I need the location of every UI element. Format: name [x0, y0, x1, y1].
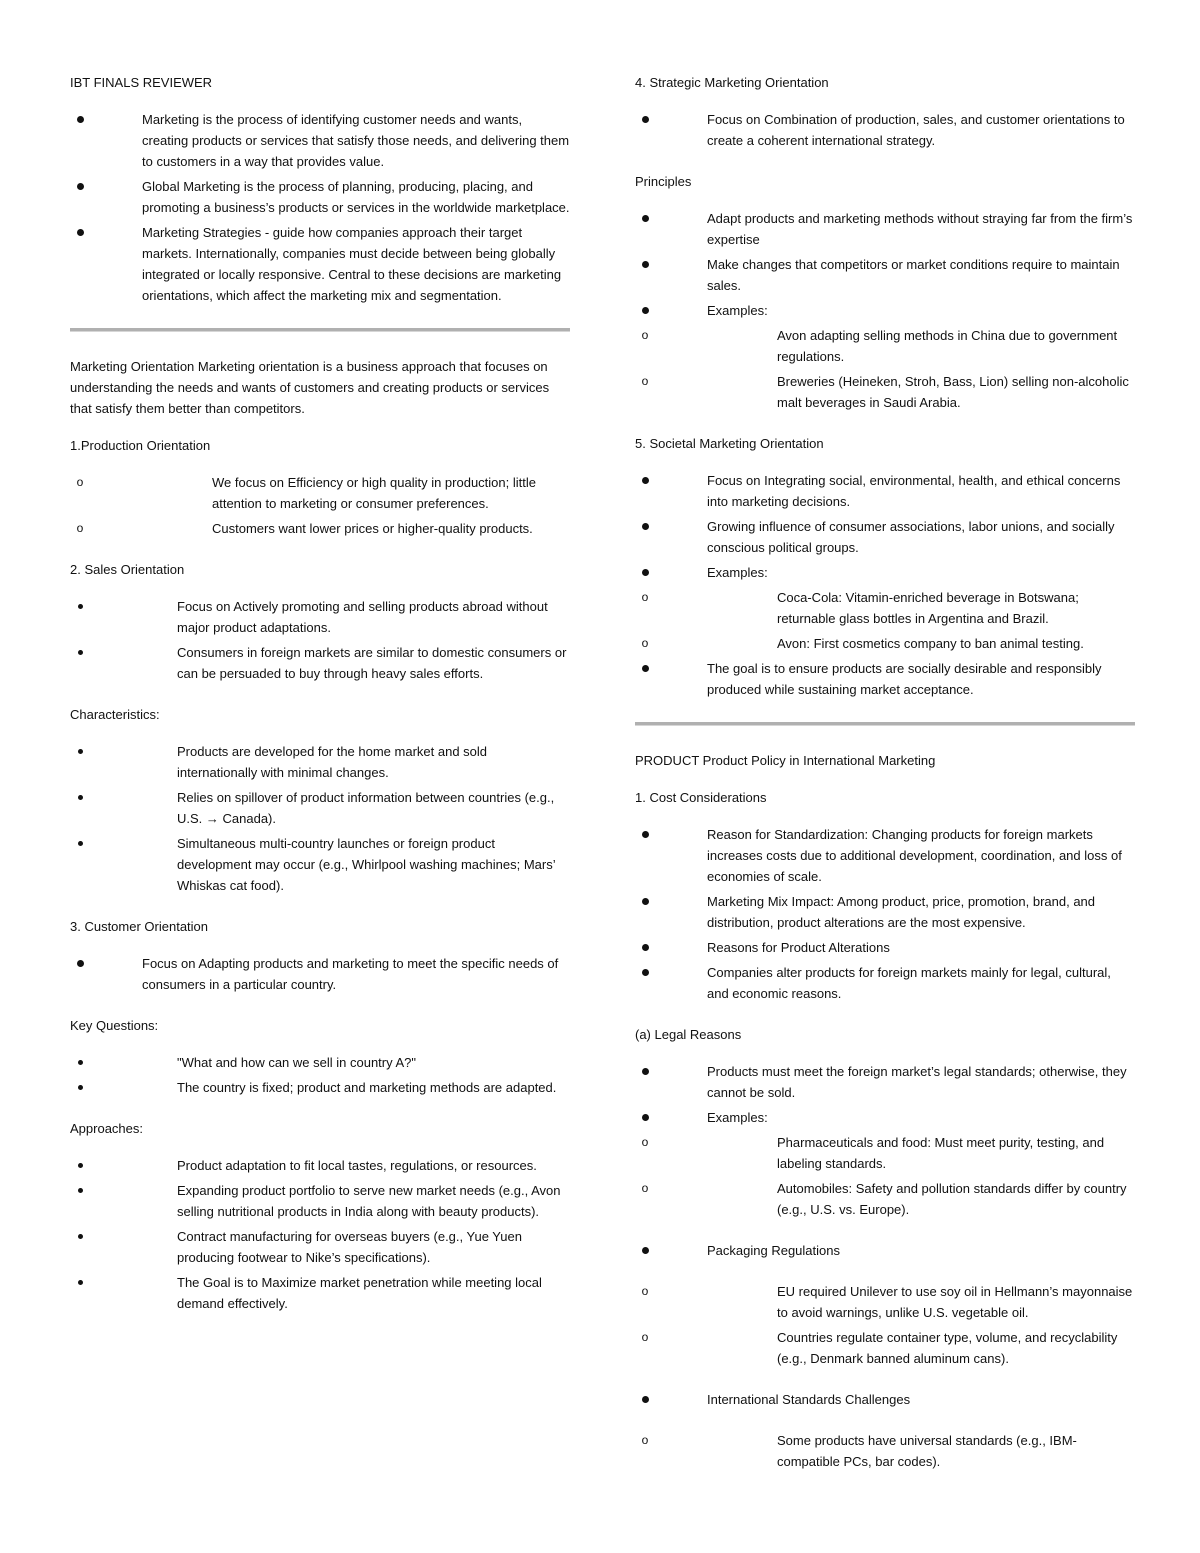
standards-list: [635, 1430, 1135, 1472]
bullet-icon: [70, 1180, 90, 1201]
list-item: The goal is to ensure products are socially desirable and responsibly produced while sustaining market acceptance.: [635, 658, 1135, 700]
bullet-icon: [635, 1240, 655, 1261]
key-questions-heading: Key Questions:: [70, 1018, 159, 1033]
list-item: Focus on Actively promoting and selling products abroad without major product adaptations.: [70, 596, 570, 638]
list-item: Product adaptation to fit local tastes, regulations, or resources.: [70, 1155, 570, 1176]
sales-heading: 2. Sales Orientation: [70, 562, 185, 577]
list-item: Marketing is the process of identifying customer needs and wants, creating products or services that satisfy those needs, and delivering them to customers in a way that provides value.: [70, 109, 570, 172]
circle-bullet-icon: o: [641, 1135, 649, 1149]
list-item: Growing influence of consumer associations, labor unions, and socially conscious political groups.: [635, 516, 1135, 558]
section-divider: [635, 722, 1135, 726]
list-item: Relies on spillover of product information between countries (e.g., U.S. → Canada).: [70, 787, 570, 829]
list-item: Packaging Regulations: [635, 1240, 1135, 1261]
circle-bullet-icon: o: [641, 328, 649, 342]
list-item: Focus on Adapting products and marketing to meet the specific needs of consumers in a particular country.: [70, 953, 570, 995]
list-item: Marketing Mix Impact: Among product, price, promotion, brand, and distribution, product alterations are the most expensive.: [635, 891, 1135, 933]
characteristics-list: [70, 741, 570, 896]
list-item: o Customers want lower prices or higher-quality products.: [70, 518, 570, 539]
packaging-heading-list: [635, 1240, 1135, 1261]
list-item: Expanding product portfolio to serve new market needs (e.g., Avon selling nutritional products in India along with beauty products).: [70, 1180, 570, 1222]
bullet-icon: [635, 962, 655, 983]
list-item: o Some products have universal standards (e.g., IBM-compatible PCs, bar codes).: [635, 1430, 1135, 1472]
circle-bullet-icon: o: [641, 636, 649, 650]
legal-examples-list: [635, 1132, 1135, 1220]
bullet-icon: [70, 1077, 90, 1098]
customer-list: [70, 953, 570, 995]
cost-list: [635, 824, 1135, 1004]
circle-bullet-icon: o: [641, 1433, 649, 1447]
bullet-icon: [70, 596, 90, 617]
principles-list: [635, 208, 1135, 321]
bullet-icon: [70, 833, 90, 854]
bullet-icon: [70, 741, 90, 762]
societal-list: [635, 470, 1135, 583]
section-divider: [70, 328, 570, 332]
list-item: Marketing Strategies - guide how companies approach their target markets. Internationally, companies must decide between being globally integrated or locally responsive. Central to these decisions are marketing orientations, which affect the marketing mix and segmentation.: [70, 222, 570, 306]
list-item: Examples:: [635, 562, 1135, 583]
intro-list: [70, 109, 570, 306]
societal-heading: 5. Societal Marketing Orientation: [635, 436, 824, 451]
list-item: Contract manufacturing for overseas buyers (e.g., Yue Yuen producing footwear to Nike’s specifications).: [70, 1226, 570, 1268]
approaches-heading: Approaches:: [70, 1121, 143, 1136]
approaches-list: [70, 1155, 570, 1314]
legal-heading: (a) Legal Reasons: [635, 1027, 742, 1042]
list-item: Simultaneous multi-country launches or foreign product development may occur (e.g., Whirlpool washing machines; Mars’ Whiskas cat food).: [70, 833, 570, 896]
bullet-icon: [70, 642, 90, 663]
circle-bullet-icon: o: [641, 590, 649, 604]
circle-bullet-icon: o: [641, 374, 649, 388]
list-item: Focus on Combination of production, sales, and customer orientations to create a coherent international strategy.: [635, 109, 1135, 151]
orientation-intro: Marketing Orientation Marketing orientation is a business approach that focuses on understanding the needs and wants of customers and creating products or services that satisfy them better than competitors.: [70, 359, 550, 416]
list-item: Adapt products and marketing methods without straying far from the firm’s expertise: [635, 208, 1135, 250]
list-item: Companies alter products for foreign markets mainly for legal, cultural, and economic reasons.: [635, 962, 1135, 1004]
bullet-icon: [70, 953, 90, 974]
production-list: [70, 472, 570, 539]
bullet-icon: [70, 109, 90, 130]
bullet-icon: [70, 222, 90, 243]
circle-bullet-icon: o: [76, 475, 84, 489]
legal-list: [635, 1061, 1135, 1128]
bullet-icon: [635, 208, 655, 229]
key-questions-list: [70, 1052, 570, 1098]
bullet-icon: [635, 1061, 655, 1082]
list-item: o Breweries (Heineken, Stroh, Bass, Lion) selling non-alcoholic malt beverages in Saudi Arabia.: [635, 371, 1135, 413]
bullet-icon: [635, 1389, 655, 1410]
list-item: o EU required Unilever to use soy oil in Hellmann’s mayonnaise to avoid warnings, unlike U.S. vegetable oil.: [635, 1281, 1135, 1323]
circle-bullet-icon: o: [76, 521, 84, 535]
list-item: International Standards Challenges: [635, 1389, 1135, 1410]
strategic-heading: 4. Strategic Marketing Orientation: [635, 75, 829, 90]
standards-heading-list: [635, 1389, 1135, 1410]
customer-heading: 3. Customer Orientation: [70, 919, 209, 934]
bullet-icon: [635, 254, 655, 275]
characteristics-heading: Characteristics:: [70, 707, 160, 722]
product-heading: PRODUCT Product Policy in International Marketing: [635, 753, 936, 768]
bullet-icon: [635, 300, 655, 321]
document-title: IBT FINALS REVIEWER: [70, 75, 213, 90]
bullet-icon: [635, 1107, 655, 1128]
bullet-icon: [635, 891, 655, 912]
list-item: o Coca-Cola: Vitamin-enriched beverage in Botswana; returnable glass bottles in Argentina and Brazil.: [635, 587, 1135, 629]
bullet-icon: [635, 824, 655, 845]
strategic-list: [635, 109, 1135, 151]
list-item: The Goal is to Maximize market penetration while meeting local demand effectively.: [70, 1272, 570, 1314]
bullet-icon: [635, 470, 655, 491]
cost-heading: 1. Cost Considerations: [635, 790, 767, 805]
bullet-icon: [70, 1272, 90, 1293]
bullet-icon: [70, 1226, 90, 1247]
right-column: [635, 72, 1135, 1476]
list-item: Examples:: [635, 300, 1135, 321]
circle-bullet-icon: o: [641, 1330, 649, 1344]
list-item: o Avon: First cosmetics company to ban animal testing.: [635, 633, 1135, 654]
bullet-icon: [635, 109, 655, 130]
production-heading: 1.Production Orientation: [70, 438, 211, 453]
list-item: o Pharmaceuticals and food: Must meet purity, testing, and labeling standards.: [635, 1132, 1135, 1174]
circle-bullet-icon: o: [641, 1284, 649, 1298]
list-item: Products are developed for the home market and sold internationally with minimal changes.: [70, 741, 570, 783]
societal-examples-list: [635, 587, 1135, 654]
list-item: Reasons for Product Alterations: [635, 937, 1135, 958]
list-item: Consumers in foreign markets are similar to domestic consumers or can be persuaded to buy through heavy sales efforts.: [70, 642, 570, 684]
societal-goal-list: [635, 658, 1135, 700]
sales-list: [70, 596, 570, 684]
list-item: o Avon adapting selling methods in China due to government regulations.: [635, 325, 1135, 367]
list-item: o Automobiles: Safety and pollution standards differ by country (e.g., U.S. vs. Europe).: [635, 1178, 1135, 1220]
list-item: o We focus on Efficiency or high quality in production; little attention to marketing or consumer preferences.: [70, 472, 570, 514]
bullet-icon: [635, 658, 655, 679]
list-item: o Countries regulate container type, volume, and recyclability (e.g., Denmark banned aluminum cans).: [635, 1327, 1135, 1369]
list-item: The country is fixed; product and marketing methods are adapted.: [70, 1077, 570, 1098]
list-item: "What and how can we sell in country A?": [70, 1052, 570, 1073]
bullet-icon: [70, 176, 90, 197]
packaging-list: [635, 1281, 1135, 1369]
bullet-icon: [70, 1052, 90, 1073]
bullet-icon: [635, 516, 655, 537]
list-item: Products must meet the foreign market’s legal standards; otherwise, they cannot be sold.: [635, 1061, 1135, 1103]
list-item: Global Marketing is the process of planning, producing, placing, and promoting a business’s products or services in the worldwide marketplace.: [70, 176, 570, 218]
bullet-icon: [70, 1155, 90, 1176]
list-item: Focus on Integrating social, environmental, health, and ethical concerns into marketing decisions.: [635, 470, 1135, 512]
bullet-icon: [70, 787, 90, 808]
strategic-examples-list: [635, 325, 1135, 413]
list-item: Reason for Standardization: Changing products for foreign markets increases costs due to additional development, coordination, and loss of economies of scale.: [635, 824, 1135, 887]
bullet-icon: [635, 562, 655, 583]
circle-bullet-icon: o: [641, 1181, 649, 1195]
bullet-icon: [635, 937, 655, 958]
left-column: [70, 72, 570, 1318]
list-item: Examples:: [635, 1107, 1135, 1128]
principles-heading: Principles: [635, 174, 692, 189]
list-item: Make changes that competitors or market conditions require to maintain sales.: [635, 254, 1135, 296]
